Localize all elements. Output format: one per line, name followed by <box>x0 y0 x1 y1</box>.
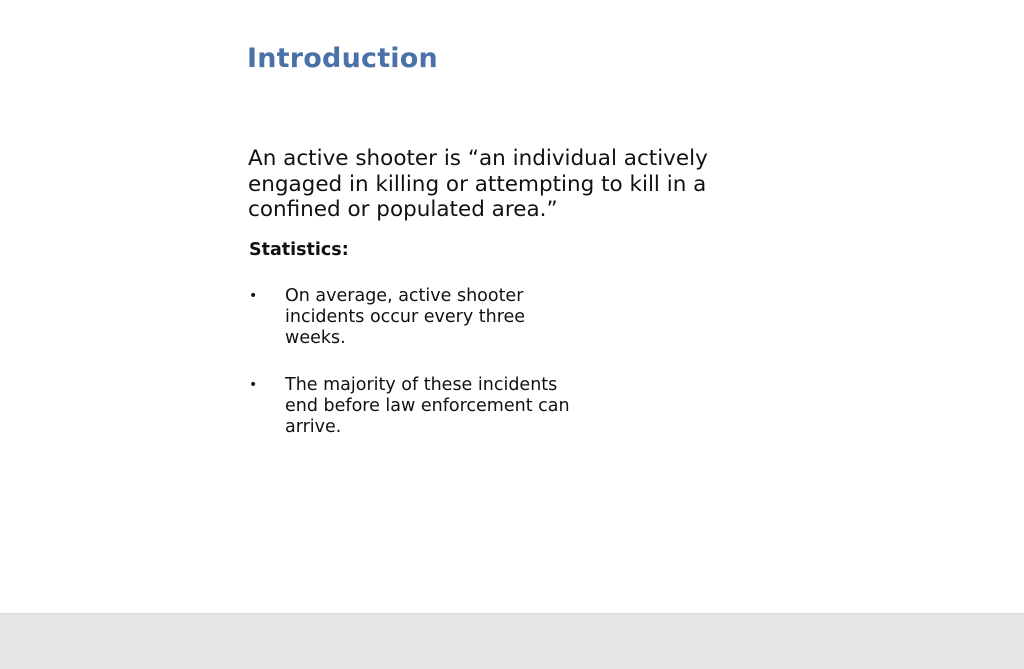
definition-text: An active shooter is “an individual actively engaged in killing or attempting to kill in a confined or populated area.” <box>248 146 708 222</box>
bullet-text: On average, active shooter incidents occur every three weeks. <box>285 286 526 348</box>
statistics-list-item <box>248 375 585 438</box>
footer-bar <box>0 613 1024 669</box>
statistics-list-item <box>248 286 585 349</box>
bullet-icon: • <box>249 288 258 304</box>
slide-title: Introduction <box>247 43 438 74</box>
bullet-text: The majority of these incidents end before law enforcement can arrive. <box>285 375 570 437</box>
bullet-icon: • <box>249 377 258 393</box>
statistics-list <box>248 286 668 464</box>
statistics-heading: Statistics: <box>249 240 349 260</box>
